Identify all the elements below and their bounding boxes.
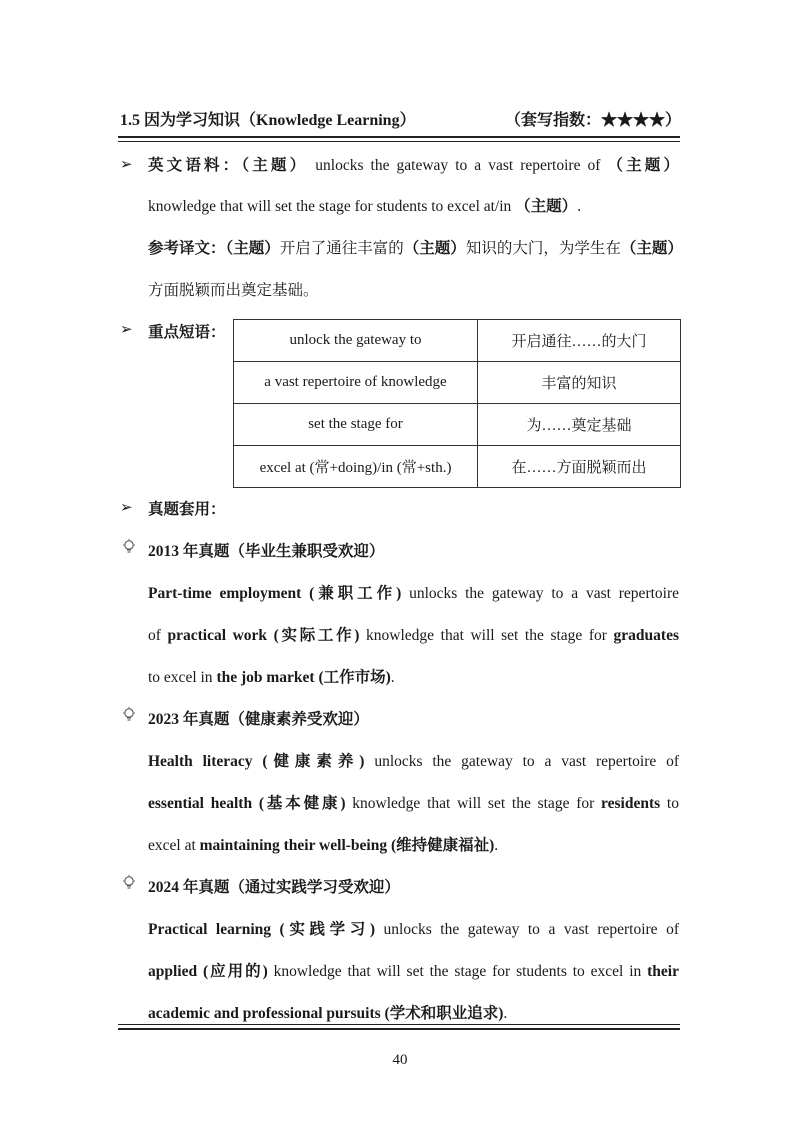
- translation-text: 知识的大门，为学生在: [465, 240, 621, 257]
- example-text: of: [148, 627, 168, 644]
- example-text: .: [503, 1005, 508, 1022]
- english-corpus-label: 英文语料：: [148, 157, 242, 174]
- examples-label: 真题套用：: [148, 501, 226, 518]
- table-row: [234, 446, 681, 488]
- example-keyword: residents: [601, 795, 661, 812]
- table-row: [234, 362, 681, 404]
- example-keyword: maintaining their well-being (维持健康福祉): [199, 837, 495, 854]
- example-1-line-1: [148, 581, 679, 603]
- translation-text: 开启了通往丰富的: [279, 240, 404, 257]
- example-2-line-1: [148, 749, 679, 771]
- topic-placeholder: （主题）: [515, 198, 578, 215]
- key-phrases-label: 重点短语：: [148, 324, 226, 341]
- topic-placeholder: （主题）: [620, 240, 683, 257]
- example-keyword: essential health (基本健康): [148, 795, 346, 812]
- topic-placeholder: （主题）: [241, 157, 309, 174]
- arrow-bullet-icon: ➢: [120, 157, 133, 173]
- example-3-line-1: [148, 917, 679, 939]
- arrow-bullet-icon: ➢: [120, 500, 133, 516]
- example-keyword: academic and professional pursuits (学术和职业追求): [148, 1005, 504, 1022]
- example-text: excel at: [148, 837, 200, 854]
- phrase-en: set the stage for: [234, 404, 478, 446]
- example-3-line-3: [148, 1001, 507, 1023]
- example-keyword: Part-time employment (兼职工作): [148, 585, 402, 602]
- rating-label: （套写指数：★★★★）: [505, 112, 682, 129]
- footer-rule-thick: [118, 1028, 680, 1030]
- example-3-title: 2024 年真题（通过实践学习受欢迎）: [148, 879, 400, 896]
- example-keyword: practical work (实际工作): [167, 627, 360, 644]
- lightbulb-icon: [122, 707, 136, 723]
- phrase-en: a vast repertoire of knowledge: [234, 362, 478, 404]
- english-corpus-line-2: [148, 194, 581, 216]
- page-number: 40: [392, 1052, 408, 1068]
- example-1-line-2: [148, 623, 679, 645]
- english-corpus-line-1: [148, 153, 679, 175]
- example-text: unlocks the gateway to a vast repertoire: [401, 585, 680, 602]
- phrase-zh: 在……方面脱颖而出: [478, 446, 681, 488]
- example-text: unlocks the gateway to a vast repertoire of: [364, 753, 679, 770]
- header-rule-thin: [118, 141, 680, 142]
- table-row: [234, 320, 681, 362]
- translation-text: 方面脱颖而出奠定基础。: [148, 282, 319, 299]
- topic-placeholder: （主题）: [607, 157, 679, 174]
- topic-placeholder: （主题）: [225, 240, 280, 257]
- phrase-zh: 开启通往……的大门: [478, 320, 681, 362]
- phrase-en: excel at (常+doing)/in (常+sth.): [234, 446, 478, 488]
- example-keyword: graduates: [613, 627, 679, 644]
- example-keyword: the job market (工作市场): [216, 669, 391, 686]
- example-2-line-2: [148, 791, 679, 813]
- example-keyword: Health literacy (健康素养): [148, 753, 365, 770]
- example-3-line-2: [148, 959, 679, 981]
- example-keyword: applied (应用的): [148, 963, 268, 980]
- key-phrases-table: [233, 319, 681, 488]
- translation-line-2: [148, 278, 319, 300]
- example-text: unlocks the gateway to a vast repertoire of: [375, 921, 679, 938]
- example-1-title: 2013 年真题（毕业生兼职受欢迎）: [148, 543, 385, 560]
- example-2-title: 2023 年真题（健康素养受欢迎）: [148, 711, 369, 728]
- topic-placeholder: （主题）: [403, 240, 466, 257]
- corpus-text: knowledge that will set the stage for students to excel at/in: [148, 198, 516, 215]
- table-row: [234, 404, 681, 446]
- phrase-zh: 为……奠定基础: [478, 404, 681, 446]
- example-text: to: [660, 795, 679, 812]
- corpus-text: unlocks the gateway to a vast repertoire of: [308, 157, 608, 174]
- example-keyword: their: [647, 963, 679, 980]
- lightbulb-icon: [122, 875, 136, 891]
- phrase-en: unlock the gateway to: [234, 320, 478, 362]
- section-title: 1.5 因为学习知识（Knowledge Learning）: [120, 112, 416, 129]
- footer-rule-thin: [118, 1024, 680, 1025]
- corpus-text: .: [577, 198, 582, 215]
- example-text: .: [494, 837, 499, 854]
- arrow-bullet-icon: ➢: [120, 322, 133, 338]
- example-text: .: [390, 669, 395, 686]
- example-2-line-3: [148, 833, 498, 855]
- lightbulb-icon: [122, 539, 136, 555]
- example-text: knowledge that will set the stage for students to excel in: [267, 963, 648, 980]
- header-rule-thick: [118, 136, 680, 138]
- example-keyword: Practical learning (实践学习): [148, 921, 376, 938]
- phrase-zh: 丰富的知识: [478, 362, 681, 404]
- example-1-line-3: [148, 665, 395, 687]
- example-text: knowledge that will set the stage for: [345, 795, 602, 812]
- example-text: to excel in: [148, 669, 217, 686]
- translation-line-1: [148, 236, 683, 258]
- example-text: knowledge that will set the stage for: [359, 627, 614, 644]
- translation-label: 参考译文：: [148, 240, 226, 257]
